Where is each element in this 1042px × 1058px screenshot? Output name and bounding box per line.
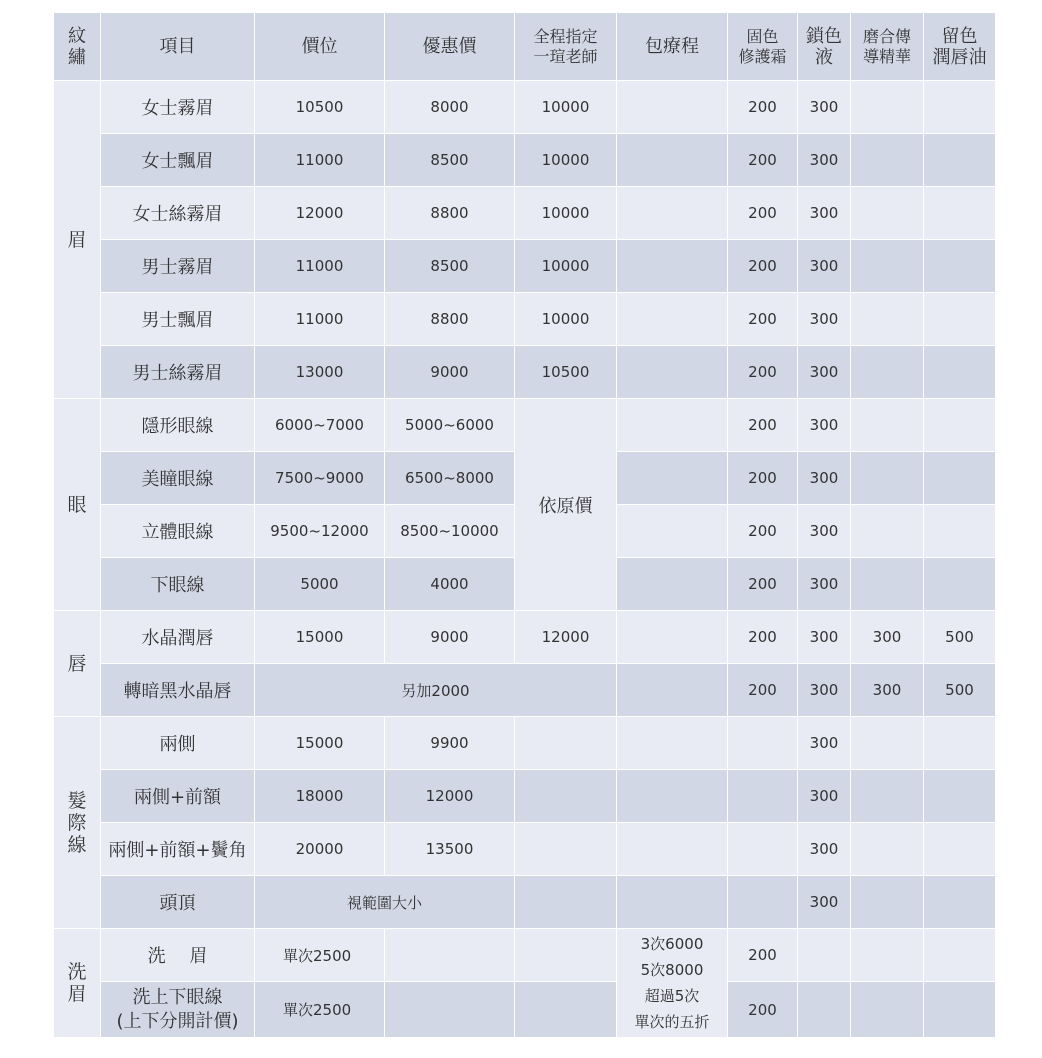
price-cell: 18000 [255, 770, 385, 823]
essence-cell [851, 876, 924, 929]
package-cell [617, 823, 728, 876]
oil-cell [924, 823, 996, 876]
item-cell: 立體眼線 [101, 505, 255, 558]
price-cell: 15000 [255, 717, 385, 770]
oil-cell [924, 346, 996, 399]
table-row [54, 823, 996, 876]
lock-cell: 300 [798, 717, 851, 770]
teacher-cell [515, 823, 617, 876]
lock-cell: 300 [798, 346, 851, 399]
oil-cell [924, 505, 996, 558]
essence-cell: 300 [851, 611, 924, 664]
discount-cell: 5000~6000 [385, 399, 515, 452]
cream-cell: 200 [728, 505, 798, 558]
table-row [54, 81, 996, 134]
essence-cell [851, 717, 924, 770]
essence-cell [851, 134, 924, 187]
discount-cell: 9000 [385, 346, 515, 399]
item-cell: 轉暗黑水晶唇 [101, 664, 255, 717]
cream-cell: 200 [728, 929, 798, 982]
essence-cell [851, 770, 924, 823]
discount-cell: 6500~8000 [385, 452, 515, 505]
oil-cell: 500 [924, 611, 996, 664]
item-cell: 兩側+前額+鬢角 [101, 823, 255, 876]
teacher-cell [515, 770, 617, 823]
price-cell: 11000 [255, 293, 385, 346]
item-cell: 兩側+前額 [101, 770, 255, 823]
package-cell [617, 293, 728, 346]
lock-cell [798, 929, 851, 982]
teacher-cell [515, 982, 617, 1038]
price-cell: 7500~9000 [255, 452, 385, 505]
teacher-cell [515, 717, 617, 770]
category-hairline: 髮 際 線 [54, 717, 101, 929]
essence-cell [851, 240, 924, 293]
header-fixing-cream: 固色 修護霜 [728, 13, 798, 81]
oil-cell [924, 399, 996, 452]
oil-cell [924, 982, 996, 1038]
item-cell: 洗上下眼線 (上下分開計價) [101, 982, 255, 1038]
lock-cell: 300 [798, 611, 851, 664]
lock-cell: 300 [798, 505, 851, 558]
item-cell: 洗 眉 [101, 929, 255, 982]
price-cell: 12000 [255, 187, 385, 240]
discount-cell: 8000 [385, 81, 515, 134]
package-cell [617, 876, 728, 929]
item-cell: 女士飄眉 [101, 134, 255, 187]
discount-cell: 8500 [385, 240, 515, 293]
teacher-cell: 10500 [515, 346, 617, 399]
cream-cell: 200 [728, 293, 798, 346]
oil-cell [924, 240, 996, 293]
essence-cell [851, 823, 924, 876]
price-cell: 13000 [255, 346, 385, 399]
discount-cell: 8500 [385, 134, 515, 187]
discount-cell: 9000 [385, 611, 515, 664]
table-row [54, 346, 996, 399]
oil-cell [924, 876, 996, 929]
lock-cell: 300 [798, 823, 851, 876]
teacher-cell: 10000 [515, 81, 617, 134]
lock-cell: 300 [798, 770, 851, 823]
price-cell: 11000 [255, 134, 385, 187]
price-cell: 20000 [255, 823, 385, 876]
lock-cell: 300 [798, 293, 851, 346]
cream-cell [728, 770, 798, 823]
cream-cell: 200 [728, 134, 798, 187]
lock-cell: 300 [798, 134, 851, 187]
note-cell: 另加2000 [255, 664, 617, 717]
package-cell [617, 134, 728, 187]
cream-cell: 200 [728, 558, 798, 611]
cream-cell: 200 [728, 664, 798, 717]
cream-cell: 200 [728, 240, 798, 293]
header-row [54, 13, 996, 81]
table-row [54, 187, 996, 240]
table-row [54, 770, 996, 823]
header-price: 價位 [255, 13, 385, 81]
price-cell: 10500 [255, 81, 385, 134]
oil-cell: 500 [924, 664, 996, 717]
oil-cell [924, 929, 996, 982]
lock-cell: 300 [798, 452, 851, 505]
table-row [54, 611, 996, 664]
price-table [53, 12, 996, 1038]
essence-cell [851, 452, 924, 505]
oil-cell [924, 187, 996, 240]
header-discount: 優惠價 [385, 13, 515, 81]
price-cell: 11000 [255, 240, 385, 293]
category-brow: 眉 [54, 81, 101, 399]
teacher-cell: 12000 [515, 611, 617, 664]
package-cell: 3次6000 5次8000 超過5次 單次的五折 [617, 929, 728, 1038]
category-eye: 眼 [54, 399, 101, 611]
oil-cell [924, 81, 996, 134]
table-row [54, 929, 996, 982]
essence-cell [851, 399, 924, 452]
cream-cell: 200 [728, 452, 798, 505]
header-essence: 磨合傳 導精華 [851, 13, 924, 81]
cream-cell: 200 [728, 611, 798, 664]
cream-cell [728, 717, 798, 770]
item-cell: 下眼線 [101, 558, 255, 611]
teacher-merged-cell: 依原價 [515, 399, 617, 611]
cream-cell [728, 876, 798, 929]
teacher-cell: 10000 [515, 240, 617, 293]
price-cell: 6000~7000 [255, 399, 385, 452]
header-teacher: 全程指定 一瑄老師 [515, 13, 617, 81]
essence-cell [851, 558, 924, 611]
oil-cell [924, 452, 996, 505]
category-wash: 洗 眉 [54, 929, 101, 1038]
lock-cell: 300 [798, 399, 851, 452]
cream-cell: 200 [728, 81, 798, 134]
item-cell: 水晶潤唇 [101, 611, 255, 664]
essence-cell [851, 929, 924, 982]
package-cell [617, 770, 728, 823]
lock-cell: 300 [798, 187, 851, 240]
table-row [54, 240, 996, 293]
item-cell: 男士飄眉 [101, 293, 255, 346]
oil-cell [924, 770, 996, 823]
price-cell: 15000 [255, 611, 385, 664]
package-cell [617, 452, 728, 505]
table-row [54, 717, 996, 770]
essence-cell: 300 [851, 664, 924, 717]
cream-cell: 200 [728, 187, 798, 240]
discount-cell: 12000 [385, 770, 515, 823]
package-cell [617, 81, 728, 134]
discount-cell [385, 982, 515, 1038]
item-cell: 美瞳眼線 [101, 452, 255, 505]
discount-cell: 8500~10000 [385, 505, 515, 558]
package-cell [617, 611, 728, 664]
essence-cell [851, 505, 924, 558]
package-cell [617, 187, 728, 240]
table-row [54, 664, 996, 717]
table-row [54, 134, 996, 187]
discount-cell: 9900 [385, 717, 515, 770]
table-row [54, 293, 996, 346]
essence-cell [851, 346, 924, 399]
lock-cell: 300 [798, 81, 851, 134]
cream-cell [728, 823, 798, 876]
package-cell [617, 558, 728, 611]
teacher-cell [515, 876, 617, 929]
discount-cell: 8800 [385, 187, 515, 240]
table-row [54, 982, 996, 1038]
header-package: 包療程 [617, 13, 728, 81]
teacher-cell: 10000 [515, 293, 617, 346]
price-cell: 5000 [255, 558, 385, 611]
package-cell [617, 240, 728, 293]
header-item: 項目 [101, 13, 255, 81]
oil-cell [924, 293, 996, 346]
note-cell: 視範圍大小 [255, 876, 515, 929]
lock-cell: 300 [798, 558, 851, 611]
teacher-cell [515, 929, 617, 982]
item-cell: 女士絲霧眉 [101, 187, 255, 240]
price-cell: 單次2500 [255, 982, 385, 1038]
cream-cell: 200 [728, 982, 798, 1038]
header-category: 紋 繡 [54, 13, 101, 81]
item-cell: 兩側 [101, 717, 255, 770]
price-cell: 單次2500 [255, 929, 385, 982]
header-lock-liquid: 鎖色 液 [798, 13, 851, 81]
item-cell: 男士霧眉 [101, 240, 255, 293]
package-cell [617, 346, 728, 399]
item-cell: 男士絲霧眉 [101, 346, 255, 399]
item-cell: 頭頂 [101, 876, 255, 929]
discount-cell [385, 929, 515, 982]
teacher-cell: 10000 [515, 134, 617, 187]
essence-cell [851, 293, 924, 346]
oil-cell [924, 134, 996, 187]
table-row [54, 399, 996, 452]
discount-cell: 8800 [385, 293, 515, 346]
price-cell: 9500~12000 [255, 505, 385, 558]
essence-cell [851, 982, 924, 1038]
teacher-cell: 10000 [515, 187, 617, 240]
item-cell: 隱形眼線 [101, 399, 255, 452]
table-row [54, 876, 996, 929]
lock-cell: 300 [798, 664, 851, 717]
cream-cell: 200 [728, 346, 798, 399]
lock-cell [798, 982, 851, 1038]
essence-cell [851, 81, 924, 134]
package-cell [617, 717, 728, 770]
package-cell [617, 399, 728, 452]
package-cell [617, 505, 728, 558]
cream-cell: 200 [728, 399, 798, 452]
category-lip: 唇 [54, 611, 101, 717]
discount-cell: 4000 [385, 558, 515, 611]
lock-cell: 300 [798, 876, 851, 929]
essence-cell [851, 187, 924, 240]
discount-cell: 13500 [385, 823, 515, 876]
package-cell [617, 664, 728, 717]
oil-cell [924, 717, 996, 770]
oil-cell [924, 558, 996, 611]
lock-cell: 300 [798, 240, 851, 293]
header-lip-oil: 留色 潤唇油 [924, 13, 996, 81]
item-cell: 女士霧眉 [101, 81, 255, 134]
